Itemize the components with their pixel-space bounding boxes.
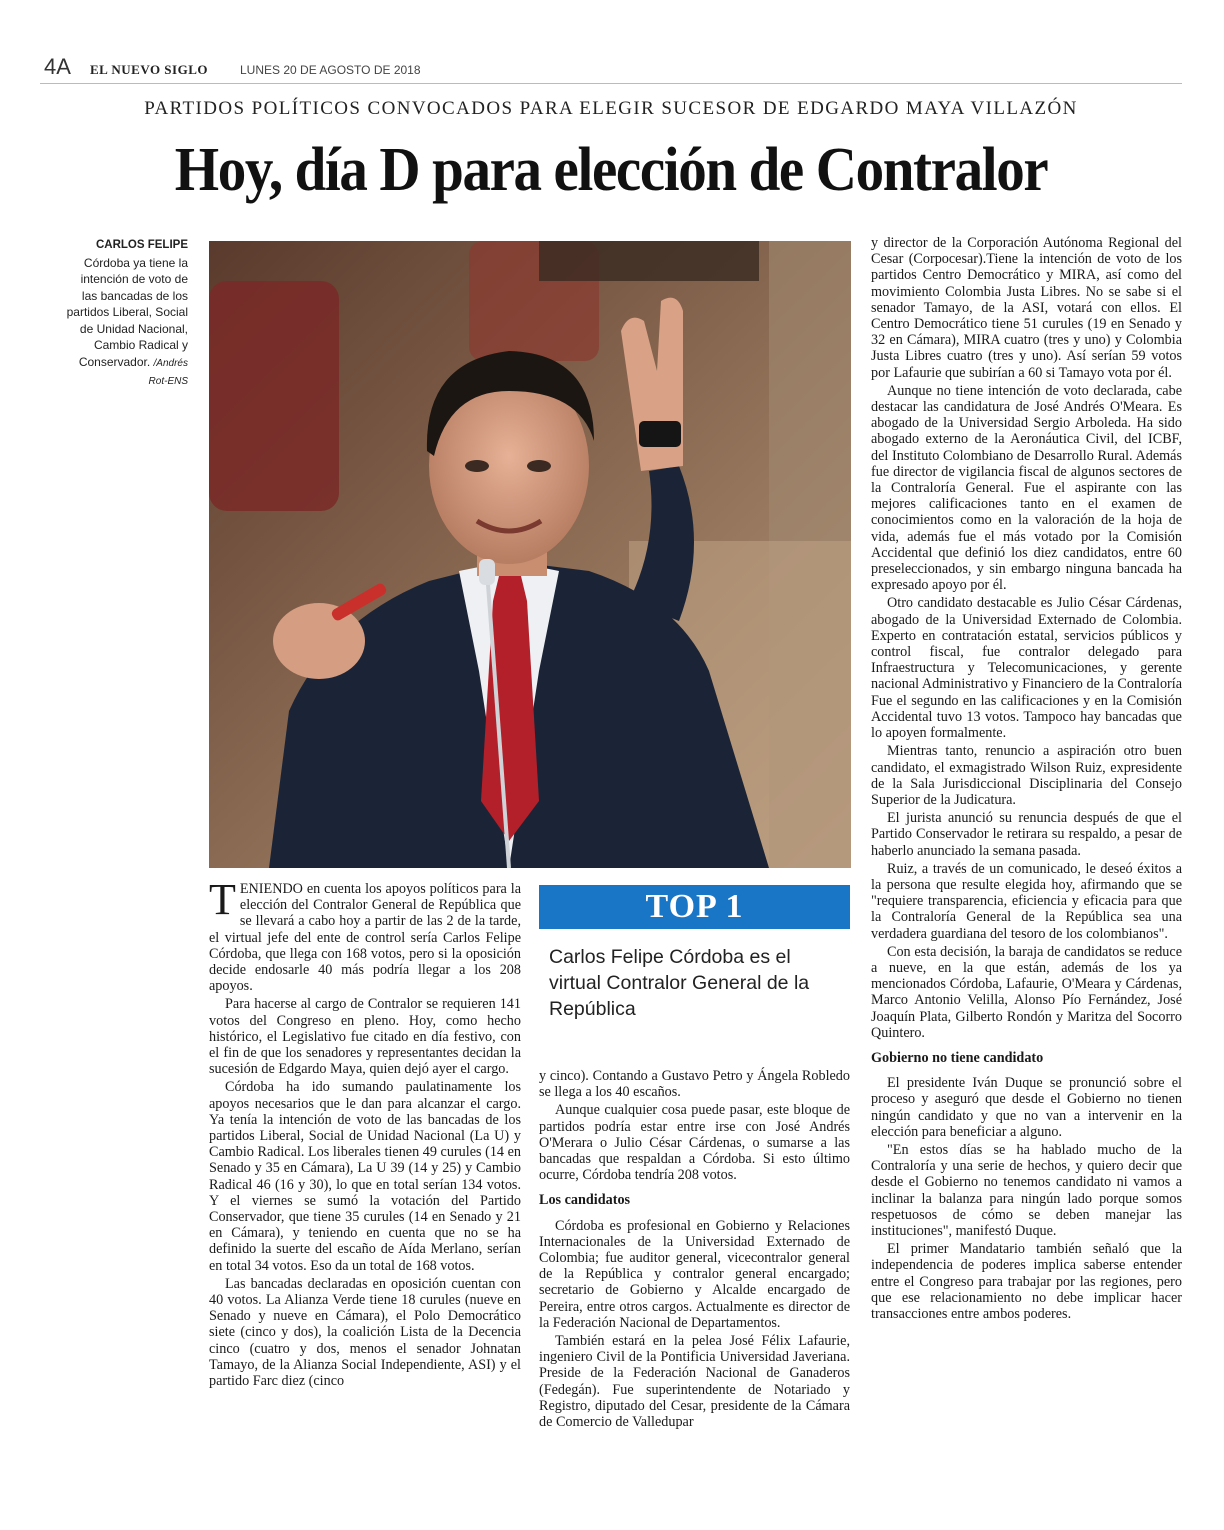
article-headline: Hoy, día D para elección de Contralor	[174, 136, 1048, 204]
photo-illustration	[209, 241, 851, 868]
photo-caption	[62, 237, 188, 391]
lead-paragraph	[209, 875, 521, 995]
caption-text: Córdoba ya tiene la intención de voto de las bancadas de los partidos Liberal, Social de Unidad Nacional, Cambio Radical y Conservador.	[66, 255, 188, 369]
page-number: 4A	[44, 54, 71, 79]
paragraph: y cinco). Contando a Gustavo Petro y Ángela Robledo se llega a los 40 escaños.	[539, 1068, 850, 1101]
drop-cap: T	[209, 875, 236, 924]
top-badge	[539, 885, 850, 929]
paragraph: Mientras tanto, renuncio a aspiración otro buen candidato, el exmagistrado Wilson Ruiz, expresidente de la Sala Jurisdiccional Disciplinaria del Consejo Superior de la Judicatura.	[871, 743, 1182, 808]
paragraph: Con esta decisión, la baraja de candidatos se reduce a nueve, en la que están, además de los ya mencionados Córdoba, Lafaurie, O'Meara y Cárdenas, Marco Antonio Velilla, Alonso Pío Fernández, José Joaquín Plata, Gilberto Rondón y Maritza del Socorro Quintero.	[871, 943, 1182, 1041]
paragraph: Aunque cualquier cosa puede pasar, este bloque de partidos podría estar entre irse con José Andrés O'Merara o Julio César Cárdenas, o sumarse a las bancadas que respaldan a Córdoba. Si esto último ocurre, Córdoba tendría 208 votos.	[539, 1102, 850, 1184]
paragraph: El primer Mandatario también señaló que la independencia de poderes implica saberse entender entre el Congreso para trabajar por las regiones, pero que ese relacionamiento no debe implicar hacer transacciones entre ambos poderes.	[871, 1241, 1182, 1322]
paragraph: El jurista anunció su renuncia después de que el Partido Conservador le retirara su respaldo, a pesar de haberlo anunciado la semana pasada.	[871, 810, 1182, 859]
paragraph: Córdoba es profesional en Gobierno y Relaciones Internacionales de la Universidad Externado de Colombia; fue auditor general, vicecontralor general de la República y contralor general encargado; secretario de Gobierno y Alcalde encargado de Pereira, entre otros cargos. Actualmente es director de la Federación Nacional de Departamentos.	[539, 1217, 850, 1331]
top-summary: Carlos Felipe Córdoba es el virtual Contralor General de la República	[549, 946, 810, 1020]
subhead-candidates: Los candidatos	[539, 1192, 631, 1209]
article-column-1	[209, 875, 521, 1391]
paragraph: También estará en la pelea José Félix Lafaurie, ingeniero Civil de la Pontificia Universidad Javeriana. Preside de la Federación Nacional de Ganaderos (Fedegán). Fue superintendente de Notariado y Registro, diputado del Cesar, presidente de la Cámara de Comercio de Valledupar	[539, 1333, 850, 1431]
article-column-2	[539, 1068, 850, 1432]
article-column-3	[871, 235, 1182, 1324]
left-hand-shape	[273, 603, 365, 679]
article-kicker: PARTIDOS POLÍTICOS CONVOCADOS PARA ELEGIR SUCESOR DE EDGARDO MAYA VILLAZÓN	[144, 98, 1078, 119]
photo-credit: /Andrés Rot-ENS	[148, 357, 188, 387]
paragraph: Las bancadas declaradas en oposición cuentan con 40 votos. La Alianza Verde tiene 18 curules (nueve en Senado y nueve en Cámara), el Polo Democrático siete (cinco y dos), la coalición Lista de la Decencia cinco (cuatro y dos, menos el senador Johnatan Tamayo, de la Alianza Social Independiente, ASI) y el partido Farc diez (cinco	[209, 1275, 521, 1390]
paragraph: "En estos días se ha hablado mucho de la Contraloría y una serie de hechos, y quiero decir que desde el Gobierno no tenemos candidato ni vamos a inclinar la balanza para ningún lado porque somos respetuosos de cómo se deben manejar las instituciones", manifestó Duque.	[871, 1141, 1182, 1239]
top-badge-label: TOP 1	[645, 888, 744, 925]
paragraph: El presidente Iván Duque se pronunció sobre el proceso y aseguró que desde el Gobierno no tienen ningún candidato y que no van a intervenir en la elección para beneficiar a alguno.	[871, 1075, 1182, 1140]
newspaper-name: EL NUEVO SIGLO	[90, 62, 208, 77]
subhead-government: Gobierno no tiene candidato	[871, 1049, 1044, 1066]
paragraph: y director de la Corporación Autónoma Regional del Cesar (Corpocesar).Tiene la intención de voto de los partidos Centro Democrático y MIRA, así como del movimiento Colombia Justa Libres. No se sabe si el senador Tamayo, de la ASI, votará con ellos. El Centro Democrático tiene 51 curules (19 en Senado y 32 en Cámara), MIRA cuatro (tres y uno) y Colombia Justa Libres cuatro (tres y uno). Así serían 59 votos por Lafaurie que subirían a 60 si Tamayo vota por él.	[871, 235, 1182, 381]
edition-date: LUNES 20 DE AGOSTO DE 2018	[240, 63, 421, 77]
paragraph: Otro candidato destacable es Julio César Cárdenas, abogado de la Universidad Externado de Colombia. Experto en contratación estatal, servicios públicos y control fiscal, fue contralor delegado para Infraestructura y Telecomunicaciones, y gerente nacional Administrativo y Financiero de la Contraloría Fue el segundo en las calificaciones y en la Comisión Accidental tuvo 13 votos. Tampoco hay bancadas que lo apoyen formalmente.	[871, 595, 1182, 742]
caption-subject: CARLOS FELIPE	[95, 239, 188, 251]
paragraph: Ruiz, a través de un comunicado, le deseó éxitos a la persona que resulte elegida hoy, afirmando que se "requiere transparencia, eficiencia y eficacia para que la Contraloría General de la República sea una verdadera guardiana del tesoro de los colombianos".	[871, 860, 1182, 942]
paragraph: Para hacerse al cargo de Contralor se requieren 141 votos del Congreso en pleno. Hoy, como hecho histórico, el Legislativo fue citado en día festivo, con el fin de que los senadores y representantes decidan la sucesión de Edgardo Maya, quien dejó ayer el cargo.	[209, 996, 521, 1078]
article-photo	[209, 241, 851, 868]
paragraph: Aunque no tiene intención de voto declarada, cabe destacar las candidatura de José Andrés O'Meara. Es abogado de la Universidad Sergio Arboleda. Ha sido abogado externo de la Aeronáutica Civil, del ICBF, del Instituto Colombiano de Desarrollo Rural. Además fue director de vigilancia fiscal de algunos sectores de la Contraloría General. Fue el aspirante con las mejores calificaciones tanto en el examen de conocimientos como en la valoración de la hoja de vida, además fue el más votado por la Comisión Accidental que definió los diez candidatos, entre 60 preseleccionados, y sin embargo ninguna bancada ha expresado apoyo por él.	[871, 382, 1182, 594]
chair-shape	[209, 281, 339, 511]
lead-text: ENIENDO en cuenta los apoyos políticos para la elección del Contralor General de República que se llevará a cabo hoy a partir de las 2 de la tarde, el virtual jefe del ente de control sería Carlos Felipe Córdoba, que llega con 168 votos, pero si la oposición decide endosarle 40 más podría llegar a los 208 apoyos.	[209, 881, 521, 995]
folio-bar	[40, 56, 1182, 84]
paragraph: Córdoba ha ido sumando paulatinamente los apoyos necesarios que le dan para alcanzar el cargo. Ya tenía la intención de voto de las bancadas de los partidos Liberal, Social de Unidad Nacional (La U) y Cambio Radical. Los liberales tienen 49 curules (14 en Senado y 35 en Cámara), La U 39 (14 y 25) y Cambio Radical 46 (16 y 30), lo que en total serían 134 votos. Y el viernes se sumó la votación del Partido Conservador, que tiene 35 curules (14 en Senado y 21 en Cámara), y teniendo en cuenta que no se ha definido la suerte del escaño de Aída Merlano, serían en total 34 votos. Eso da un total de 168 votos.	[209, 1079, 521, 1274]
